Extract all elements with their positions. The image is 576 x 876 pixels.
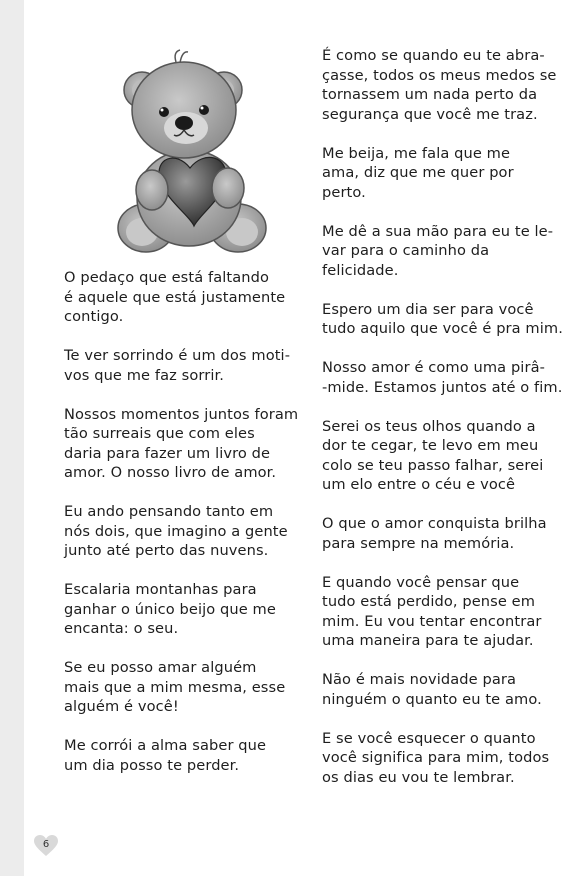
page-number: 6 (42, 839, 50, 850)
paragraph: Nossos momentos juntos foram tão surreais que com eles daria para fazer um livro de amor. O nosso livro de amor. (64, 405, 299, 481)
book-page (24, 0, 576, 876)
paragraph: Se eu posso amar alguém mais que a mim mesma, esse alguém é você! (64, 659, 286, 715)
paragraph: Me dê a sua mão para eu te le- var para o caminho da felicidade. (322, 222, 554, 279)
paragraph: Serei os teus olhos quando a dor te cegar, te levo em meu colo se teu passo falhar, serei um elo entre o céu e você (322, 417, 544, 493)
left-text-column (64, 268, 314, 795)
teddy-bear-icon (114, 48, 269, 260)
paragraph: Me corrói a alma saber que um dia posso te perder. (64, 737, 267, 774)
paragraph: Me beija, me fala que me ama, diz que me quer por perto. (322, 144, 514, 201)
paragraph: Escalaria montanhas para ganhar o único beijo que me encanta: o seu. (64, 581, 276, 637)
paragraph: E quando você pensar que tudo está perdido, pense em mim. Eu vou tentar encontrar uma maneira para te ajudar. (322, 573, 542, 649)
paragraph: É como se quando eu te abra- çasse, todos os meus medos se tornassem um nada perto da segurança que você me traz. (322, 47, 557, 123)
paragraph: Espero um dia ser para você tudo aquilo que você é pra mim. (322, 300, 563, 337)
paragraph: O pedaço que está faltando é aquele que está justamente contigo. (64, 269, 286, 325)
paragraph: Não é mais novidade para ninguém o quanto eu te amo. (322, 671, 542, 708)
page-number-badge (33, 833, 59, 859)
paragraph: E se você esquecer o quanto você significa para mim, todos os dias eu vou te lembrar. (322, 729, 550, 786)
paragraph: Nosso amor é como uma pirâ- -mide. Estamos juntos até o fim. (322, 359, 563, 396)
paragraph: Eu ando pensando tanto em nós dois, que imagino a gente junto até perto das nuvens. (64, 503, 288, 559)
right-text-column (322, 46, 570, 807)
paragraph: O que o amor conquista brilha para sempre na memória. (322, 515, 547, 552)
paragraph: Te ver sorrindo é um dos moti- vos que me faz sorrir. (64, 347, 291, 384)
